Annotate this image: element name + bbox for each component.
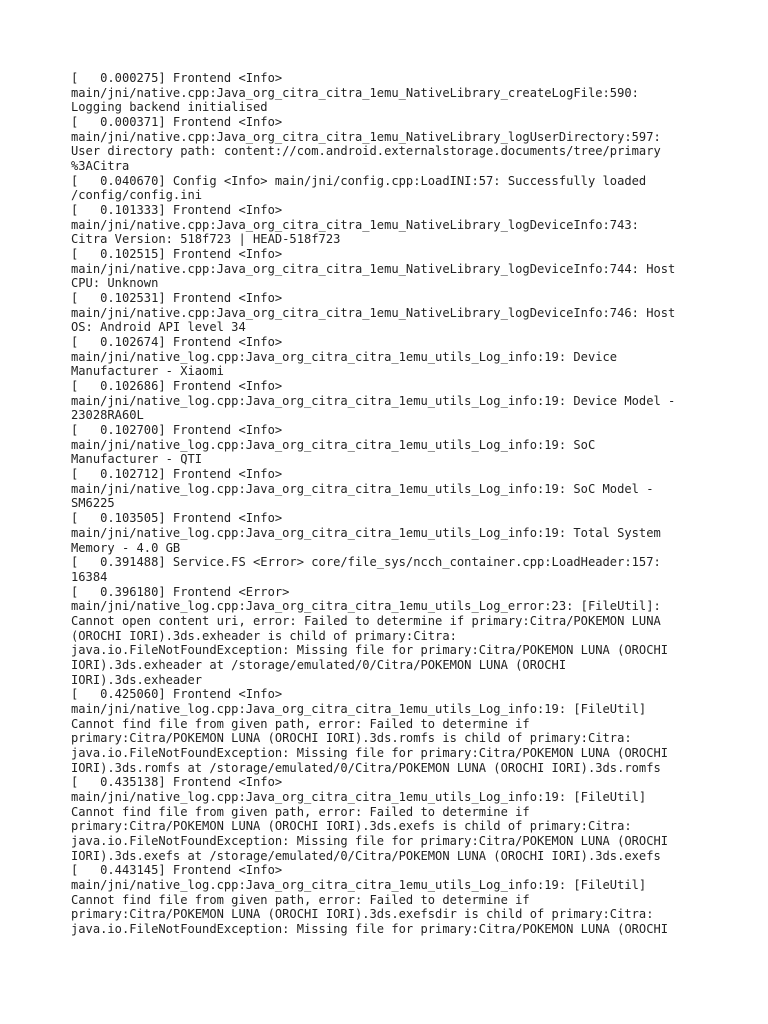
log-line: CPU: Unknown xyxy=(71,276,159,291)
log-line: [ 0.435138] Frontend <Info> xyxy=(71,775,283,790)
log-line: %3ACitra xyxy=(71,159,130,174)
log-line: main/jni/native_log.cpp:Java_org_citra_citra_1emu_utils_Log_info:19: SoC xyxy=(71,437,596,452)
log-line: main/jni/native.cpp:Java_org_citra_citra_1emu_NativeLibrary_logDeviceInfo:744: Host xyxy=(71,261,676,276)
log-line: main/jni/native_log.cpp:Java_org_citra_citra_1emu_utils_Log_error:23: [FileUtil]: xyxy=(71,599,661,614)
log-line: 16384 xyxy=(71,569,108,584)
log-line: IORI).3ds.exheader xyxy=(71,672,203,687)
log-line: main/jni/native_log.cpp:Java_org_citra_citra_1emu_utils_Log_info:19: [FileUtil] xyxy=(71,877,647,892)
log-line: Memory - 4.0 GB xyxy=(71,540,181,555)
log-line: IORI).3ds.exheader at /storage/emulated/0/Citra/POKEMON LUNA (OROCHI xyxy=(71,657,567,672)
log-line: main/jni/native_log.cpp:Java_org_citra_citra_1emu_utils_Log_info:19: Device Model - xyxy=(71,393,676,408)
log-line: java.io.FileNotFoundException: Missing file for primary:Citra/POKEMON LUNA (OROCHI xyxy=(71,921,669,936)
log-line: [ 0.102686] Frontend <Info> xyxy=(71,379,283,394)
log-line: java.io.FileNotFoundException: Missing file for primary:Citra/POKEMON LUNA (OROCHI xyxy=(71,833,669,848)
log-line: main/jni/native.cpp:Java_org_citra_citra_1emu_NativeLibrary_createLogFile:590: xyxy=(71,85,639,100)
log-line: main/jni/native.cpp:Java_org_citra_citra_1emu_NativeLibrary_logDeviceInfo:746: Host xyxy=(71,305,676,320)
log-line: [ 0.000371] Frontend <Info> xyxy=(71,115,283,130)
log-line: Cannot find file from given path, error: Failed to determine if xyxy=(71,892,530,907)
log-line: java.io.FileNotFoundException: Missing file for primary:Citra/POKEMON LUNA (OROCHI xyxy=(71,643,669,658)
log-line: [ 0.102712] Frontend <Info> xyxy=(71,467,283,482)
log-line: IORI).3ds.exefs at /storage/emulated/0/Citra/POKEMON LUNA (OROCHI IORI).3ds.exefs xyxy=(71,848,661,863)
log-line: [ 0.425060] Frontend <Info> xyxy=(71,687,283,702)
log-line: main/jni/native_log.cpp:Java_org_citra_citra_1emu_utils_Log_info:19: Device xyxy=(71,349,618,364)
log-line: Citra Version: 518f723 | HEAD-518f723 xyxy=(71,232,341,247)
log-line: User directory path: content://com.android.externalstorage.documents/tree/primary xyxy=(71,144,661,159)
log-line: /config/config.ini xyxy=(71,188,203,203)
log-line: primary:Citra/POKEMON LUNA (OROCHI IORI).3ds.romfs is child of primary:Citra: xyxy=(71,731,632,746)
log-line: 23028RA60L xyxy=(71,408,144,423)
log-line: [ 0.391488] Service.FS <Error> core/file_sys/ncch_container.cpp:LoadHeader:157: xyxy=(71,555,661,570)
log-line: Cannot find file from given path, error: Failed to determine if xyxy=(71,804,530,819)
log-line: SM6225 xyxy=(71,496,115,511)
log-line: [ 0.103505] Frontend <Info> xyxy=(71,511,283,526)
log-line: main/jni/native_log.cpp:Java_org_citra_citra_1emu_utils_Log_info:19: [FileUtil] xyxy=(71,701,647,716)
log-line: main/jni/native.cpp:Java_org_citra_citra_1emu_NativeLibrary_logUserDirectory:597: xyxy=(71,129,661,144)
log-line: [ 0.443145] Frontend <Info> xyxy=(71,863,283,878)
log-line: main/jni/native_log.cpp:Java_org_citra_citra_1emu_utils_Log_info:19: SoC Model - xyxy=(71,481,654,496)
log-line: Cannot find file from given path, error: Failed to determine if xyxy=(71,716,530,731)
log-line: main/jni/native_log.cpp:Java_org_citra_citra_1emu_utils_Log_info:19: Total System xyxy=(71,525,661,540)
log-line: java.io.FileNotFoundException: Missing file for primary:Citra/POKEMON LUNA (OROCHI xyxy=(71,745,669,760)
log-line: primary:Citra/POKEMON LUNA (OROCHI IORI).3ds.exefs is child of primary:Citra: xyxy=(71,819,632,834)
log-line: [ 0.396180] Frontend <Error> xyxy=(71,584,290,599)
log-line: primary:Citra/POKEMON LUNA (OROCHI IORI).3ds.exefsdir is child of primary:Citra: xyxy=(71,907,654,922)
log-line: [ 0.102674] Frontend <Info> xyxy=(71,335,283,350)
log-line: Logging backend initialised xyxy=(71,100,268,115)
log-line: [ 0.102700] Frontend <Info> xyxy=(71,423,283,438)
log-line: [ 0.000275] Frontend <Info> xyxy=(71,71,283,85)
log-line: Manufacturer - QTI xyxy=(71,452,203,467)
log-line: [ 0.101333] Frontend <Info> xyxy=(71,203,283,218)
log-line: OS: Android API level 34 xyxy=(71,320,246,335)
log-line: main/jni/native.cpp:Java_org_citra_citra_1emu_NativeLibrary_logDeviceInfo:743: xyxy=(71,217,639,232)
log-line: main/jni/native_log.cpp:Java_org_citra_citra_1emu_utils_Log_info:19: [FileUtil] xyxy=(71,789,647,804)
log-line: [ 0.102515] Frontend <Info> xyxy=(71,247,283,262)
log-output xyxy=(71,71,711,937)
log-line: (OROCHI IORI).3ds.exheader is child of primary:Citra: xyxy=(71,628,457,643)
log-line: [ 0.040670] Config <Info> main/jni/config.cpp:LoadINI:57: Successfully loaded xyxy=(71,173,647,188)
log-line: Manufacturer - Xiaomi xyxy=(71,364,224,379)
log-line: Cannot open content uri, error: Failed to determine if primary:Citra/POKEMON LUNA xyxy=(71,613,661,628)
log-line: [ 0.102531] Frontend <Info> xyxy=(71,291,283,306)
log-line: IORI).3ds.romfs at /storage/emulated/0/Citra/POKEMON LUNA (OROCHI IORI).3ds.romfs xyxy=(71,760,661,775)
